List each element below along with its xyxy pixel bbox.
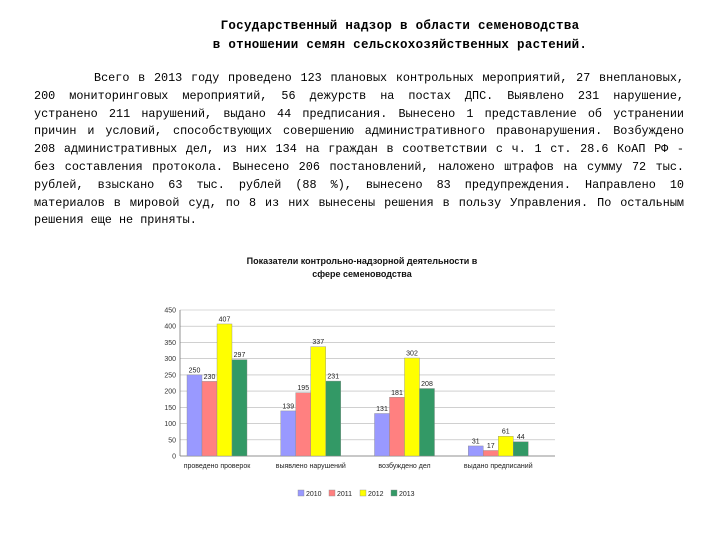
- bar-value-label: 407: [218, 316, 231, 324]
- legend-swatch: [298, 490, 304, 496]
- y-tick-label: 400: [164, 323, 176, 331]
- bar: [217, 324, 232, 456]
- y-tick-label: 200: [164, 388, 176, 396]
- bar-value-label: 231: [327, 373, 340, 381]
- bar: [405, 358, 420, 456]
- y-tick-label: 300: [164, 356, 176, 364]
- category-label: выявлено нарушений: [275, 463, 346, 470]
- bar-value-label: 44: [516, 434, 525, 442]
- bar: [281, 411, 296, 456]
- bar-value-label: 250: [188, 367, 201, 375]
- bar: [513, 442, 528, 456]
- y-tick-label: 150: [164, 404, 176, 412]
- y-tick-label: 350: [164, 339, 176, 347]
- bar: [311, 347, 326, 456]
- bar: [326, 381, 341, 456]
- bar-value-label: 302: [406, 350, 418, 358]
- y-tick-label: 450: [164, 307, 176, 315]
- bar: [498, 436, 513, 456]
- bar-value-label: 297: [233, 352, 246, 360]
- bar-value-label: 208: [421, 381, 433, 389]
- bar-value-label: 195: [297, 385, 310, 393]
- chart-title-line: Показатели контрольно-надзорной деятельности в: [246, 256, 478, 266]
- y-tick-label: 250: [164, 372, 176, 380]
- category-label: выдано предписаний: [463, 463, 533, 470]
- bar-value-label: 31: [471, 438, 480, 446]
- bar-chart: [140, 248, 570, 508]
- bar: [420, 389, 435, 456]
- bar-value-label: 230: [203, 373, 216, 381]
- y-tick-label: 50: [168, 437, 176, 445]
- category-label: возбуждено дел: [378, 463, 431, 470]
- bar: [468, 446, 483, 456]
- category-label: проведено проверок: [183, 463, 251, 470]
- bar: [390, 397, 405, 456]
- bar: [187, 375, 202, 456]
- bar-value-label: 17: [486, 442, 495, 450]
- bar-value-label: 131: [376, 405, 388, 413]
- heading-line-1: Государственный надзор в области семеноводства: [220, 19, 580, 33]
- body-paragraph: Всего в 2013 году проведено 123 плановых контрольных мероприятий, 27 внеплановых, 200 мониторинговых мероприятий, 56 дежурств на постах ДПС. Выявлено 231 нарушение, устранено 211 нарушений, выдано 44 предписания. Вынесено 1 представление об устранении причин и условий, способствующих совершению административного правонарушения. Возбуждено 208 административных дел, из них 134 на граждан в соответствии с ч. 1 ст. 28.6 КоАП РФ - без составления протокола. Вынесено 206 постановлений, наложено штрафов на сумму 72 тыс. рублей, взыскано 63 тыс. рублей (88 %), вынесено 83 предупреждения. Направлено 10 материалов в мировой суд, по 8 из них вынесены решения в пользу Управления. По остальным решения еще не приняты.: [34, 71, 684, 228]
- bar-value-label: 61: [501, 428, 510, 436]
- legend-label: 2012: [368, 491, 384, 498]
- chart-title-line: сфере семеноводства: [312, 269, 412, 279]
- legend-swatch: [360, 490, 366, 496]
- legend-label: 2011: [337, 491, 353, 498]
- bar: [202, 381, 217, 456]
- legend-label: 2010: [306, 491, 322, 498]
- legend-swatch: [391, 490, 397, 496]
- bar-value-label: 139: [282, 403, 295, 411]
- y-tick-label: 100: [164, 421, 176, 429]
- bar-value-label: 181: [391, 389, 403, 397]
- heading-line-2: в отношении семян сельскохозяйственных растений.: [212, 38, 588, 52]
- bar: [483, 450, 498, 456]
- bar: [375, 413, 390, 456]
- page-heading: [150, 17, 650, 55]
- legend-label: 2013: [399, 491, 415, 498]
- bar: [296, 393, 311, 456]
- bar: [232, 360, 247, 456]
- y-tick-label: 0: [172, 453, 176, 461]
- legend-swatch: [329, 490, 335, 496]
- bar-value-label: 337: [312, 339, 325, 347]
